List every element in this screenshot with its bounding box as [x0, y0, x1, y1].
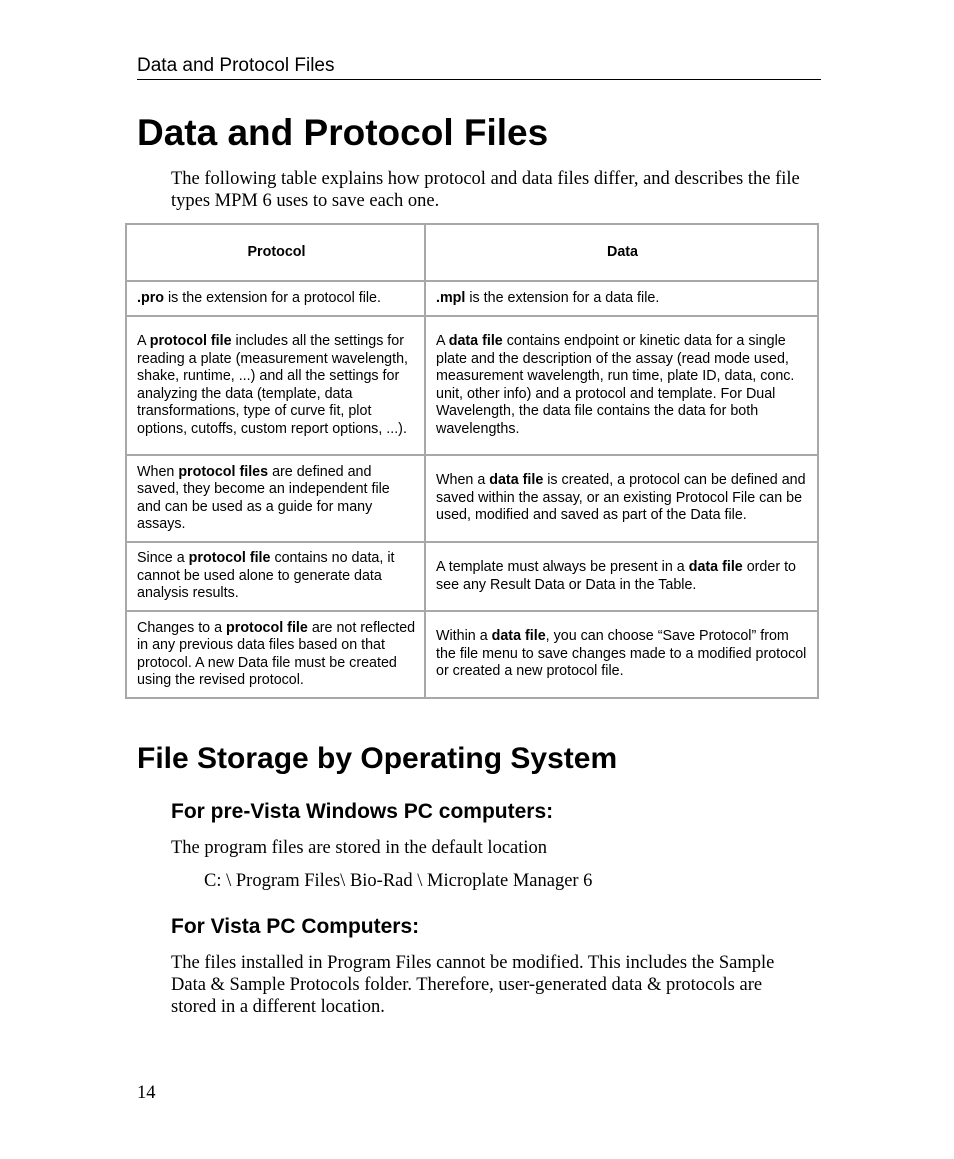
bold-term: .mpl — [436, 289, 466, 306]
page-number: 14 — [137, 1083, 156, 1103]
table-row — [126, 611, 818, 698]
install-path: C: \ Program Files\ Bio-Rad \ Microplate Manager 6 — [204, 871, 593, 891]
data-cell: A data file contains endpoint or kinetic data for a single plate and the description of the assay (read mode used, measurement wavelength, run time, plate ID, data, conc. unit, other info) and a protocol and template. For Dual Wavelength, the data file contains the data for both wavelengths. — [425, 316, 818, 455]
table-row — [126, 281, 818, 316]
table-header-row — [126, 224, 818, 281]
vista-text: The files installed in Program Files cannot be modified. This includes the Sample Data & Sample Protocols folder. Therefore, user-generated data & protocols are stored in a different location. — [171, 953, 775, 1017]
pre-vista-text: The program files are stored in the default location — [171, 838, 548, 858]
bold-term: data file — [448, 333, 503, 349]
bold-term: data file — [688, 559, 743, 575]
bold-term: data file — [491, 628, 546, 645]
data-cell: .mpl is the extension for a data file. — [425, 281, 818, 316]
subsection-title-pre-vista: For pre-Vista Windows PC computers: — [171, 800, 554, 823]
subsection-title-vista: For Vista PC Computers: — [171, 915, 420, 938]
bold-term: data file — [489, 472, 544, 489]
protocol-cell: .pro is the extension for a protocol file. — [126, 281, 425, 316]
data-cell: Within a data file, you can choose “Save Protocol” from the file menu to save changes made to a modified protocol or created a new protocol file. — [425, 611, 818, 698]
bold-term: .pro — [137, 289, 165, 306]
bold-term: protocol file — [188, 550, 271, 567]
data-cell: A template must always be present in a data file order to see any Result Data or Data in the Table. — [425, 542, 818, 611]
table-row — [126, 542, 818, 611]
section-title: File Storage by Operating System — [137, 742, 618, 775]
comparison-table — [125, 223, 819, 699]
bold-term: protocol files — [178, 463, 269, 480]
table-row — [126, 316, 818, 455]
page-title: Data and Protocol Files — [137, 112, 549, 153]
intro-paragraph: The following table explains how protocol and data files differ, and describes the file types MPM 6 uses to save each one. — [171, 169, 800, 211]
column-header-protocol: Protocol — [126, 224, 425, 281]
protocol-cell: Changes to a protocol file are not reflected in any previous data files based on that protocol. A new Data file must be created using the revised protocol. — [126, 611, 425, 698]
protocol-cell: A protocol file includes all the settings for reading a plate (measurement wavelength, shake, runtime, ...) and all the settings for analyzing the data (template, data transformations, type of curve fit, plot options, cutoffs, custom report options, ...). — [126, 316, 425, 455]
bold-term: protocol file — [149, 333, 232, 349]
protocol-cell: When protocol files are defined and saved, they become an independent file and can be used as a guide for many assays. — [126, 455, 425, 542]
column-header-data: Data — [425, 224, 818, 281]
data-cell: When a data file is created, a protocol can be defined and saved within the assay, or an existing Protocol File can be used, modified and saved as part of the Data file. — [425, 455, 818, 542]
table-row — [126, 455, 818, 542]
running-header: Data and Protocol Files — [137, 55, 821, 80]
bold-term: protocol file — [226, 619, 308, 636]
protocol-cell: Since a protocol file contains no data, it cannot be used alone to generate data analysis results. — [126, 542, 425, 611]
